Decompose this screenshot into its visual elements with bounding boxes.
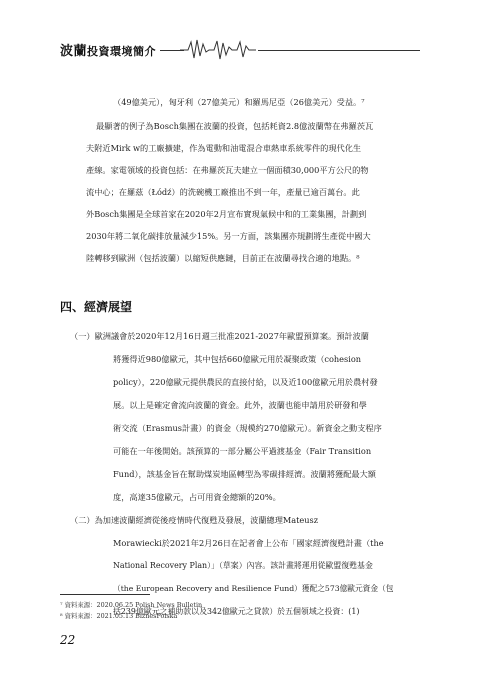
item1-line: 將獲得近980億歐元，其中包括660億歐元用於凝聚政策（cohesion [113, 354, 362, 364]
footnote-7: ⁷ 資料來源：2020.06.25 Polish News Bulletin [60, 601, 203, 609]
footnote-8: ⁸ 資料來源：2021.05.13 BiznesPolska [60, 612, 178, 620]
item1-line: 可能在一年後開始。該預算的一部分屬公平過渡基金（Fair Transition [113, 446, 372, 456]
item1-line: 展。以上是確定會流向波蘭的資金。此外，波蘭也能申請用於研發和學 [113, 400, 367, 410]
intro-line: 流中心；在羅茲（Łódź）的洗碗機工廠推出不到一年，產量已逾百萬台。此 [86, 187, 360, 197]
item1-line: （一）歐洲議會於2020年12月16日週三批准2021-2027年歐盟預算案。預計波蘭 [70, 331, 369, 341]
intro-line: 最顯著的例子為Bosch集團在波蘭的投資，包括耗資2.8億波蘭幣在弗羅茨瓦 [96, 121, 374, 131]
item2-line: National Recovery Plan）」（草案）內容。該計畫將運用從歐盟復甦基金 [113, 561, 373, 570]
page-number: 22 [60, 633, 76, 647]
item2-line: （the European Recovery and Resilience Fund）獲配之573億歐元資金（包 [113, 584, 394, 593]
intro-line: （49億美元），匈牙利（27億美元）和羅馬尼亞（26億美元）受益。⁷ [113, 97, 365, 107]
header-title-subtitle: 投資環境簡介 [87, 45, 157, 58]
item1-line: Fund），該基金旨在幫助煤炭地區轉型為零碳排經濟。波蘭將獲配最大額 [113, 469, 376, 479]
item2-line: 括239億歐元之補助款以及342億歐元之貸款）於五個領域之投資：(1) [113, 607, 360, 616]
item1-line: 術交流（Erasmus計畫）的資金（規模約270億歐元）。新資金之動支程序 [113, 423, 382, 433]
intro-line: 外Bosch集團是全球首家在2020年2月宣布實現氣候中和的工業集團，計劃到 [86, 209, 367, 219]
header-title-country: 波蘭 [60, 44, 88, 59]
item2-line: Morawiecki於2021年2月26日在記者會上公布「國家經濟復甦計畫（the [113, 538, 384, 548]
item1-line: 度，高達35億歐元，占可用資金總額的20%。 [113, 492, 281, 502]
intro-line: 陸轉移到歐洲（包括波蘭）以縮短供應鏈，目前正在波蘭尋找合適的地點。⁸ [86, 253, 360, 263]
footnote-rule [60, 594, 150, 595]
item1-line: policy），220億歐元提供農民的直接付給，以及近100億歐元用於農村發 [113, 377, 378, 387]
intro-line: 產線。家電領域的投資包括：在弗羅茨瓦夫建立一個面積30,000平方公尺的物 [86, 165, 369, 175]
item2-line: （二）為加速波蘭經濟從後疫情時代復甦及發展，波蘭總理Mateusz [70, 515, 319, 525]
intro-line: 2030年將二氧化碳排放量減少15%。另一方面，該集團亦規劃將生產從中國大 [86, 231, 371, 241]
section-heading: 四、經濟展望 [60, 300, 133, 314]
intro-line: 夫附近Mirk w的工廠擴建，作為電動和油電混合車熱車系統零件的現代化生 [86, 143, 362, 153]
